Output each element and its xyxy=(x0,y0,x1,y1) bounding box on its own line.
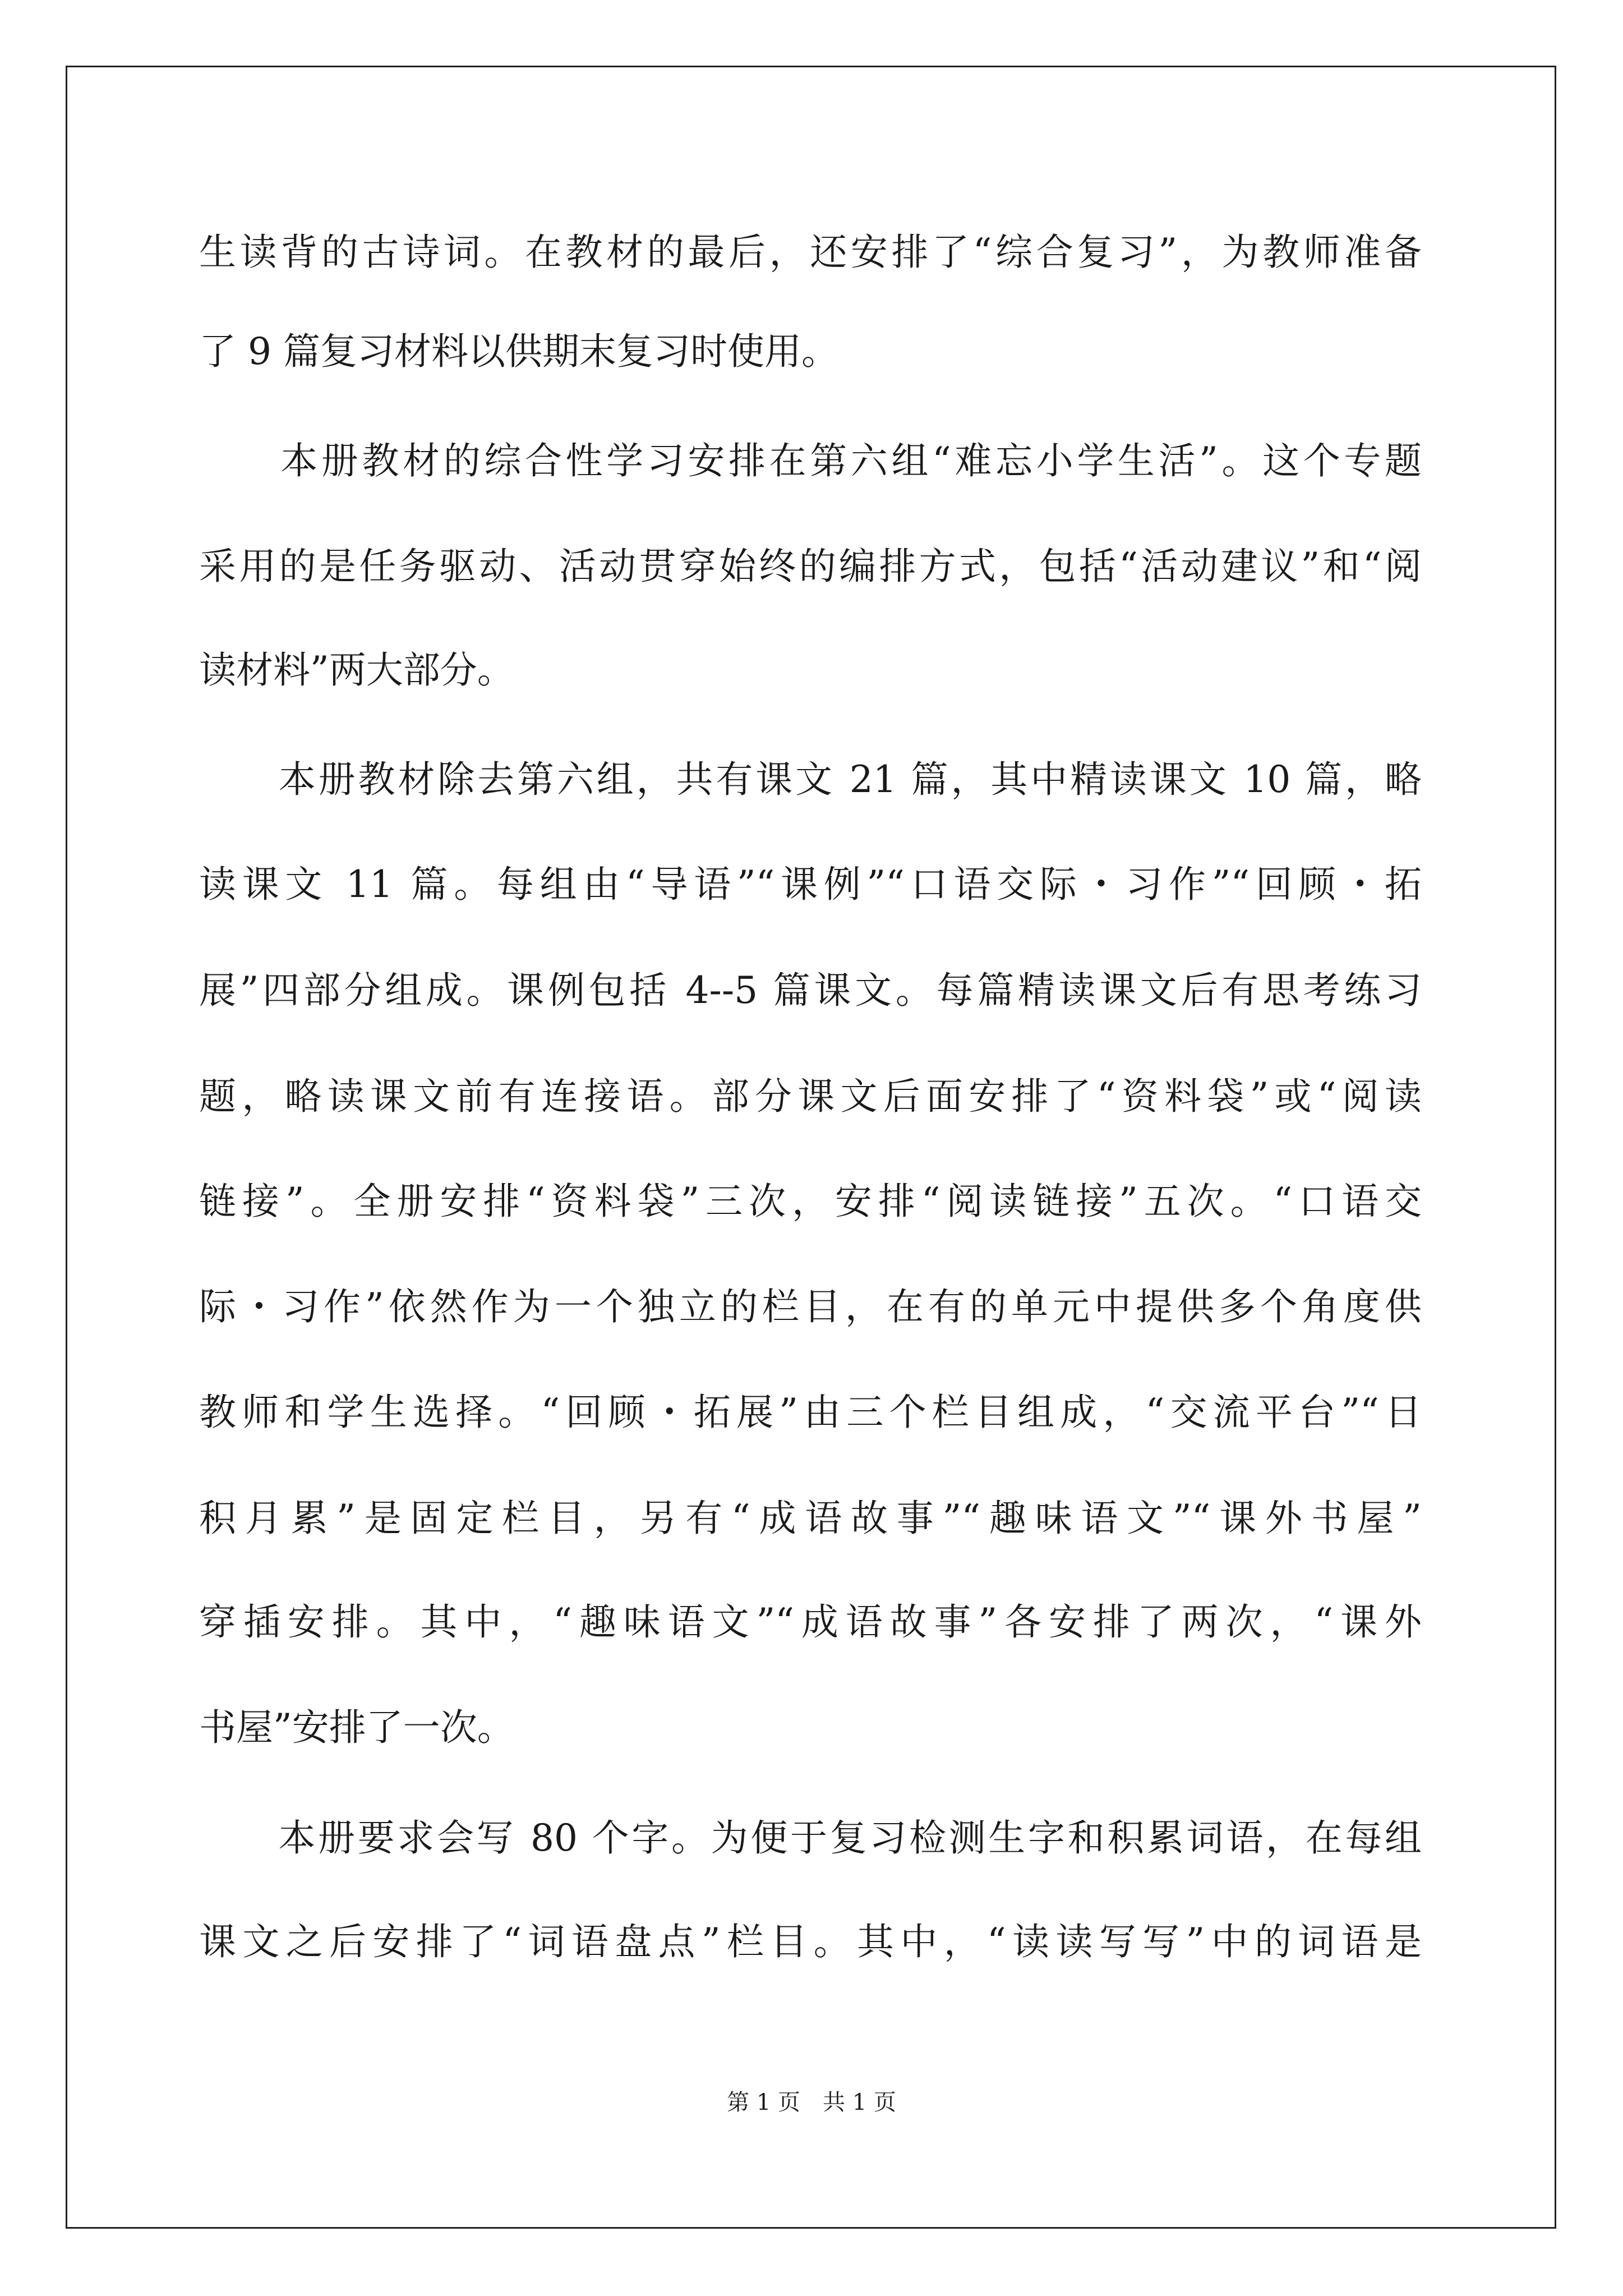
text-line: 采用的是任务驱动、活动贯穿始终的编排方式，包括“活动建议”和“阅 xyxy=(199,545,1422,588)
text-line: 本册教材除去第六组，共有课文 21 篇，其中精读课文 10 篇，略 xyxy=(199,758,1422,801)
text-line: 读课文 11 篇。每组由“导语”“课例”“口语交际・习作”“回顾・拓 xyxy=(199,863,1422,906)
text-line: 题，略读课文前有连接语。部分课文后面安排了“资料袋”或“阅读 xyxy=(199,1075,1422,1118)
text-line: 书屋”安排了一次。 xyxy=(199,1706,514,1749)
text-line: 生读背的古诗词。在教材的最后，还安排了“综合复习”，为教师准备 xyxy=(199,231,1422,274)
text-line: 教师和学生选择。“回顾・拓展”由三个栏目组成，“交流平台”“日 xyxy=(199,1391,1422,1434)
text-line: 读材料”两大部分。 xyxy=(199,648,514,692)
text-line: 了 9 篇复习材料以供期末复习时使用。 xyxy=(199,330,838,373)
page-number: 第 1 页 xyxy=(727,2090,800,2115)
page-border xyxy=(66,66,1556,2229)
text-line: 本册要求会写 80 个字。为便于复习检测生字和积累词语，在每组 xyxy=(199,1816,1422,1860)
text-line: 课文之后安排了“词语盘点”栏目。其中，“读读写写”中的词语是 xyxy=(199,1920,1422,1963)
text-line: 展”四部分组成。课例包括 4--5 篇课文。每篇精读课文后有思考练习 xyxy=(199,969,1422,1012)
page-total: 共 1 页 xyxy=(823,2090,896,2115)
text-line: 链接”。全册安排“资料袋”三次，安排“阅读链接”五次。“口语交 xyxy=(199,1180,1422,1223)
text-line: 本册教材的综合性学习安排在第六组“难忘小学生活”。这个专题 xyxy=(199,439,1422,482)
text-line: 积月累”是固定栏目，另有“成语故事”“趣味语文”“课外书屋” xyxy=(199,1497,1422,1540)
page-footer xyxy=(0,2086,1623,2119)
text-line: 穿插安排。其中，“趣味语文”“成语故事”各安排了两次，“课外 xyxy=(199,1600,1422,1644)
text-line: 际・习作”依然作为一个独立的栏目，在有的单元中提供多个角度供 xyxy=(199,1285,1422,1328)
